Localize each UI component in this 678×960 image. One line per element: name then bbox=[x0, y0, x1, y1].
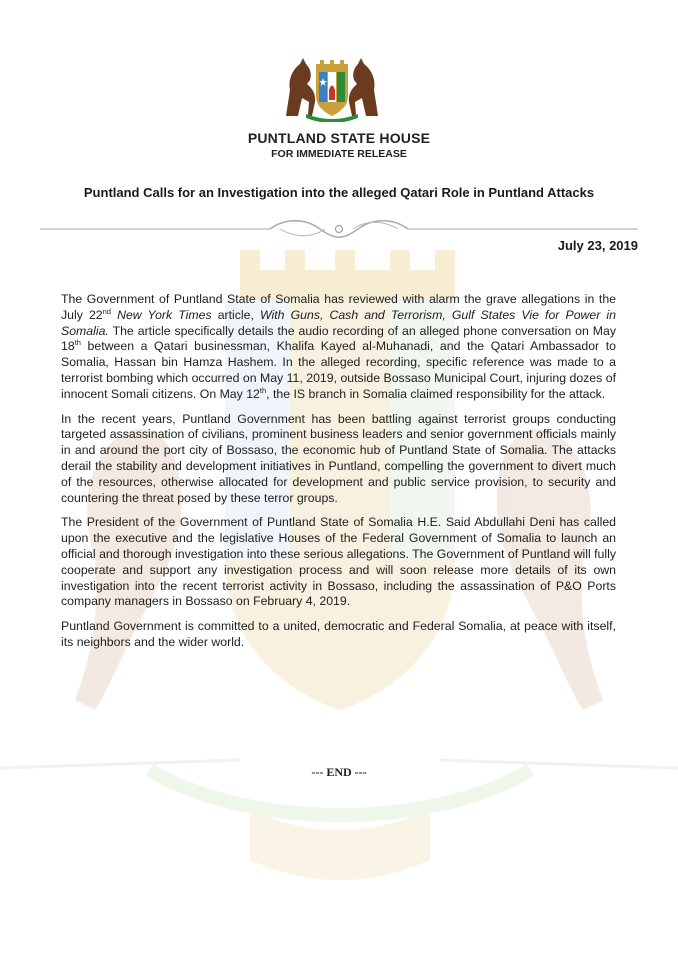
end-marker: --- END --- bbox=[311, 765, 367, 779]
press-release-body bbox=[61, 292, 616, 660]
organization-name: PUNTLAND STATE HOUSE bbox=[247, 130, 431, 146]
press-release-headline: Puntland Calls for an Investigation into the alleged Qatari Role in Puntland Attacks bbox=[83, 185, 595, 200]
puntland-coat-of-arms-icon bbox=[272, 50, 392, 122]
paragraph-2: In the recent years, Puntland Government has been battling against terrorist groups conducting targeted assassination of civilians, prominent business leaders and senior government officials mainly in and around the port city of Bossaso, the economic hub of Puntland State of Somalia. The attacks derail the stability and development initiatives in Puntland, compelling the government to divert much of the resources, otherwise allocated for development and public service provision, to security and countering the threat posed by these terror groups. bbox=[61, 411, 616, 505]
paragraph-4: Puntland Government is committed to a united, democratic and Federal Somalia, at peace with itself, its neighbors and the wider world. bbox=[61, 619, 616, 649]
decorative-divider-icon bbox=[40, 216, 638, 242]
release-date: July 23, 2019 bbox=[557, 238, 638, 253]
paragraph-1: The Government of Puntland State of Somalia has reviewed with alarm the grave allegations in the July 22nd New York Times article, With Guns, Cash and Terrorism, Gulf States Vie for Power in Somalia. The article specifically details the audio recording of an alleged phone conversation on May 18th between a Qatari businessman, Khalifa Kayed al-Muhanadi, and the Qatari Ambassador to Somalia, Hassan bin Hamza Hashem. In the alleged recording, specific reference was made to a terrorist bombing which occurred on May 11, 2019, outside Bossaso Municipal Court, injuring dozes of innocent Somali citizens. On May 12th, the IS branch in Somalia claimed responsibility for the attack. bbox=[61, 292, 616, 401]
article-title: With Guns, Cash and Terrorism, Gulf States Vie for Power in Somalia. bbox=[61, 307, 616, 338]
publication-name: New York Times bbox=[117, 307, 212, 322]
paragraph-3: The President of the Government of Puntland State of Somalia H.E. Said Abdullahi Deni has called upon the executive and the legislative Houses of the Federal Government of Somalia to launch an official and thorough investigation into these serious allegations. The Government of Puntland will fully cooperate and support any investigation process and will soon release more details of its own investigation into the recent terrorist activity in Bossaso, including the assassination of P&O Ports company managers in Bossaso on February 4, 2019. bbox=[61, 515, 616, 609]
release-notice: FOR IMMEDIATE RELEASE bbox=[271, 148, 407, 160]
